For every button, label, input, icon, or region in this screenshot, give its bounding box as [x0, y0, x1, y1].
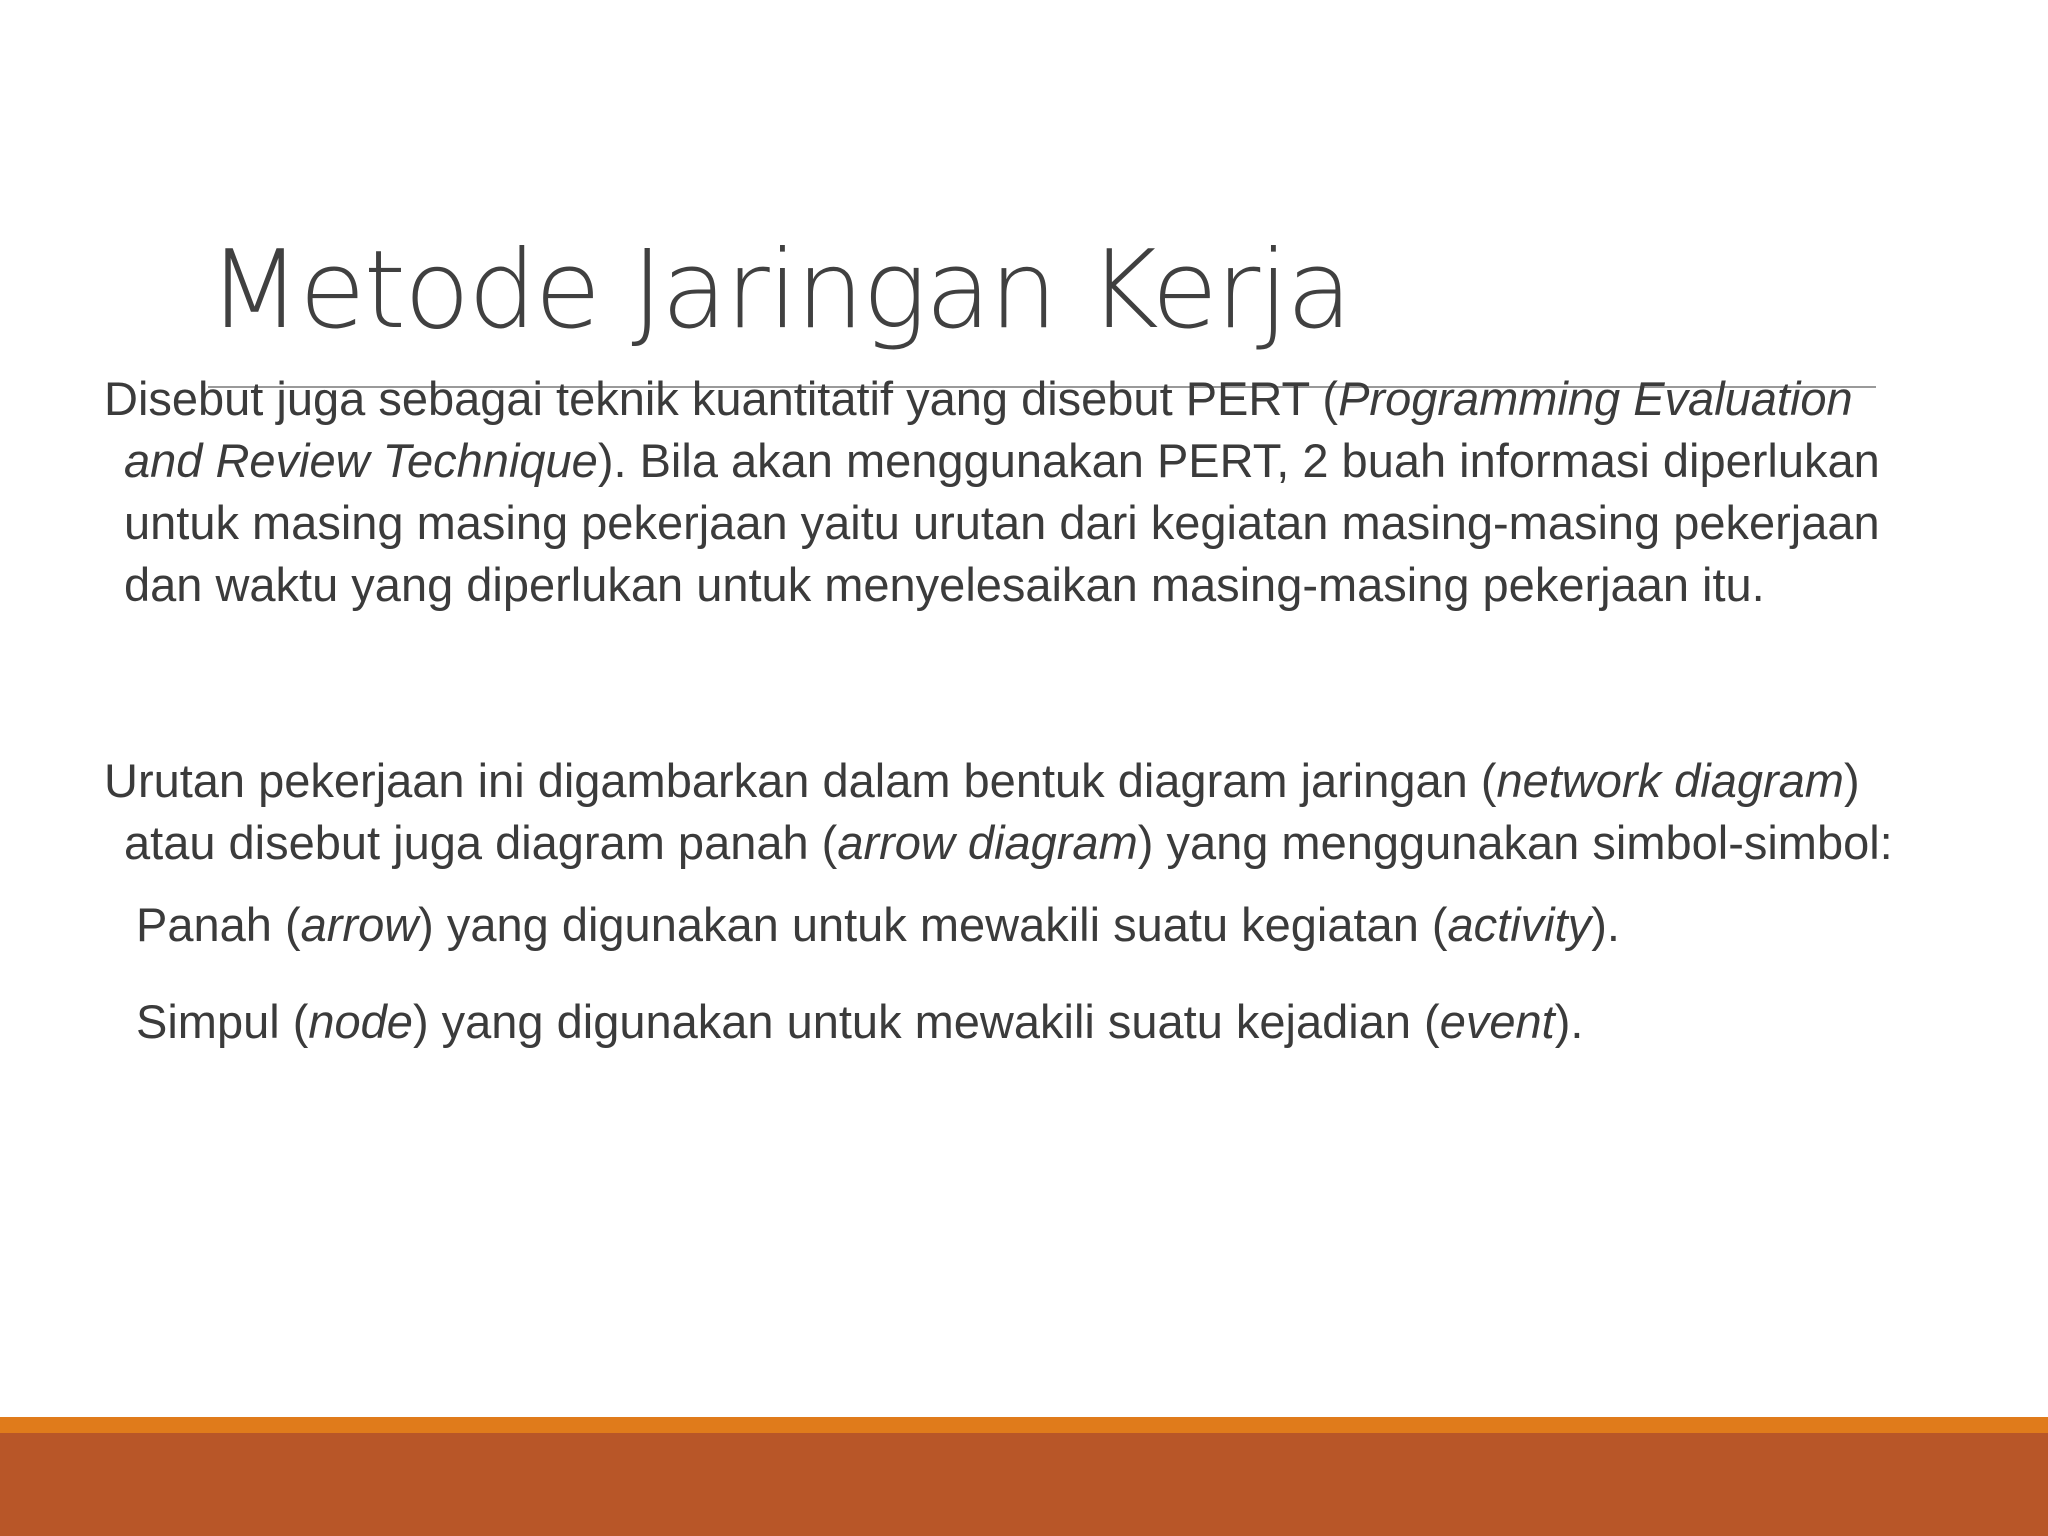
- item-text: ).: [1591, 898, 1620, 951]
- paragraph-pert-definition: [104, 368, 1924, 616]
- paragraph-italic-text: Programming Evaluation and Review Technique: [124, 372, 1853, 487]
- item-text: ) yang digunakan untuk mewakili suatu kejadian (: [412, 995, 1440, 1048]
- footer-accent-stripe: [0, 1417, 2048, 1433]
- paragraph-text: Disebut juga sebagai teknik kuantitatif yang disebut PERT (: [104, 372, 1339, 425]
- slide-title: Metode Jaringan Kerja: [208, 228, 1351, 353]
- slide-body: [104, 368, 1924, 1088]
- paragraph-text: ) yang menggunakan simbol-simbol:: [1137, 816, 1893, 869]
- paragraph-italic-text: network diagram: [1496, 754, 1844, 807]
- item-italic-text: activity: [1447, 898, 1592, 951]
- symbol-item-node: [104, 991, 1924, 1053]
- symbol-item-arrow: [104, 894, 1924, 956]
- item-italic-text: event: [1439, 995, 1555, 1048]
- item-text: Simpul (: [136, 995, 309, 1048]
- paragraph-network-diagram: [104, 750, 1924, 874]
- item-italic-text: node: [308, 995, 413, 1048]
- item-italic-text: arrow: [300, 898, 419, 951]
- paragraph-italic-text: arrow diagram: [837, 816, 1138, 869]
- footer-band: [0, 1433, 2048, 1536]
- paragraph-text: Urutan pekerjaan ini digambarkan dalam bentuk diagram jaringan (: [104, 754, 1497, 807]
- item-text: ) yang digunakan untuk mewakili suatu kegiatan (: [418, 898, 1448, 951]
- item-text: ).: [1554, 995, 1584, 1048]
- paragraph-text: ) atau disebut juga diagram panah (: [124, 754, 1860, 869]
- paragraph-text: ). Bila akan menggunakan PERT, 2 buah informasi diperlukan untuk masing masing pekerjaan yaitu urutan dari kegiatan masing-masing pekerjaan dan waktu yang diperlukan untuk menyelesaikan masing-masing pekerjaan itu.: [124, 434, 1880, 611]
- item-text: Panah (: [136, 898, 301, 951]
